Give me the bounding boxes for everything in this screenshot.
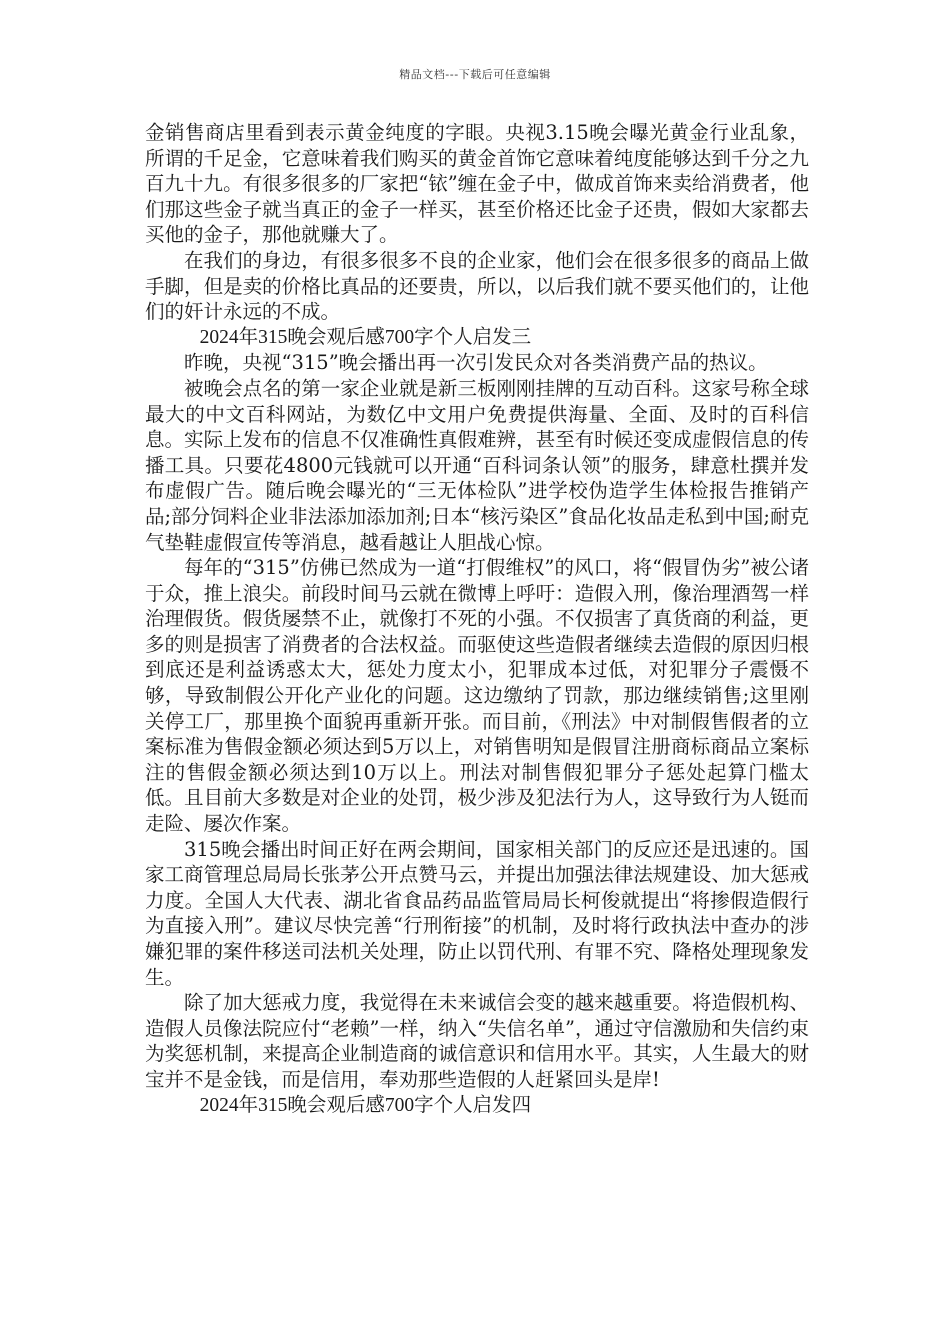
section-heading-four: 2024年315晚会观后感700字个人启发四 (199, 1094, 532, 1116)
paragraph-gala-broadcast: 昨晚，央视“315”晚会播出再一次引发民众对各类消费产品的热议。 (184, 351, 768, 375)
paragraph-credit-system: 除了加大惩戒力度，我觉得在未来诚信会变的越来越重要。将造假机构、造假人员像法院应付“老赖”一样，纳入“失信名单”，通过守信激励和失信约束为奖惩机制，来提高企业制造商的诚信意识和信用水平。其实，人生最大的财宝并不是金钱，而是信用，奉劝那些造假的人赶紧回头是岸! (145, 991, 809, 1091)
paragraph-gold-purity: 金销售商店里看到表示黄金纯度的字眼。央视3.15晚会曝光黄金行业乱象，所谓的千足金，它意味着我们购买的黄金首饰它意味着纯度能够达到千分之九百九十九。有很多很多的厂家把“铱”缠在金子中，做成首饰来卖给消费者，他们那这些金子就当真正的金子一样买，甚至价格还比金子还贵，假如大家都去买他的金子，那他就赚大了。 (145, 121, 809, 247)
paragraph-anti-counterfeit: 每年的“315”仿佛已然成为一道“打假维权”的风口，将“假冒伪劣”被公诸于众，推上浪尖。前段时间马云就在微博上呼吁：造假入刑，像治理酒驾一样治理假货。假货屡禁不止，就像打不死的小强。不仅损害了真货商的利益，更多的则是损害了消费者的合法权益。而驱使这些造假者继续去造假的原因归根到底还是利益诱惑太大，惩处力度太小，犯罪成本过低，对犯罪分子震慑不够，导致制假公开化产业化的问题。这边缴纳了罚款，那边继续销售;这里刚关停工厂，那里换个面貌再重新开张。而目前，《刑法》中对制假售假者的立案标准为售假金额必须达到5万以上，对销售明知是假冒注册商标商品立案标注的售假金额必须达到10万以上。刑法对制售假犯罪分子惩处起算门槛太低。且目前大多数是对企业的处罚，极少涉及犯法行为人，这导致行为人铤而走险、屡次作案。 (145, 556, 809, 836)
paragraph-baike-exposure: 被晚会点名的第一家企业就是新三板刚刚挂牌的互动百科。这家号称全球最大的中文百科网站，为数亿中文用户免费提供海量、全面、及时的百科信息。实际上发布的信息不仅准确性真假难辨，甚至有时候还变成虚假信息的传播工具。只要花4800元钱就可以开通“百科词条认领”的服务，肆意杜撰并发布虚假广告。随后晚会曝光的“三无体检队”进学校伪造学生体检报告推销产品;部分饲料企业非法添加添加剂;日本“核污染区”食品化妆品走私到中国;耐克气垫鞋虚假宣传等消息，越看越让人胆战心惊。 (145, 376, 809, 554)
paragraph-bad-businessmen: 在我们的身边，有很多很多不良的企业家，他们会在很多很多的商品上做手脚，但是卖的价格比真品的还要贵，所以，以后我们就不要买他们的，让他们的奸计永远的不成。 (145, 248, 809, 324)
document-body (145, 120, 809, 1118)
paragraph-government-response: 315晚会播出时间正好在两会期间，国家相关部门的反应还是迅速的。国家工商管理总局局长张茅公开点赞马云，并提出加强法律法规建设、加大惩戒力度。全国人大代表、湖北省食品药品监管局局长柯俊就提出“将掺假造假行为直接入刑”。建议尽快完善“行刑衔接”的机制，及时将行政执法中查办的涉嫌犯罪的案件移送司法机关处理，防止以罚代刑、有罪不究、降格处理现象发生。 (145, 837, 809, 989)
section-heading-three: 2024年315晚会观后感700字个人启发三 (199, 326, 532, 348)
page-header: 精品文档---下载后可任意编辑 (399, 68, 551, 81)
